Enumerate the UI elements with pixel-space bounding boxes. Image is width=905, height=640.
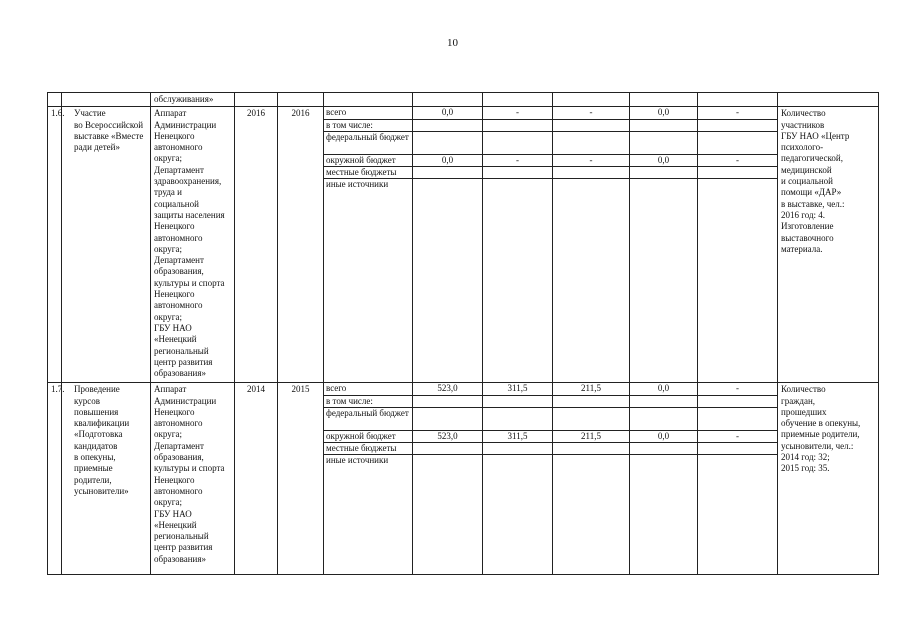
funding-row	[483, 383, 552, 395]
funding-row	[698, 407, 777, 430]
funding-value	[630, 166, 697, 178]
funding-source-label: окружной бюджет	[324, 154, 412, 166]
funding-value: 0,0	[413, 107, 482, 119]
funding-source-label: федеральный бюджет	[324, 131, 412, 154]
text-line: Ненецкого	[154, 221, 195, 232]
funding-row	[483, 430, 552, 442]
text-line: ГБУ НАО	[154, 322, 192, 333]
funding-value: -	[698, 383, 777, 395]
funding-row	[553, 154, 629, 166]
funding-value	[413, 119, 482, 131]
funding-value: 0,0	[630, 154, 697, 166]
funding-row	[553, 383, 629, 395]
funding-subtable	[553, 383, 629, 466]
funding-row	[698, 454, 777, 466]
funding-subtable	[483, 107, 552, 190]
text-line: округа;	[154, 311, 182, 322]
funding-value	[413, 178, 482, 190]
text-line: автономного	[154, 418, 203, 429]
funding-value: 523,0	[413, 383, 482, 395]
funding-source-label: всего	[324, 383, 412, 395]
text-line: участников	[781, 119, 825, 130]
funding-row	[324, 455, 412, 467]
funding-subtable	[324, 383, 412, 466]
funding-row	[324, 395, 412, 407]
funding-value	[553, 119, 629, 131]
funding-year-4	[698, 383, 778, 575]
funding-row	[483, 166, 552, 178]
funding-value	[483, 442, 552, 454]
funding-total	[413, 107, 483, 383]
funding-row	[324, 407, 412, 430]
text-line: медицинской	[781, 164, 832, 175]
text-line: выставке «Вместе	[74, 130, 144, 141]
funding-value	[698, 395, 777, 407]
text-line: автономного	[154, 232, 203, 243]
funding-value: -	[483, 107, 552, 119]
funding-row	[630, 395, 697, 407]
funding-value	[553, 166, 629, 178]
funding-row	[698, 166, 777, 178]
funding-row	[324, 167, 412, 179]
funding-value	[483, 131, 552, 154]
funding-value	[698, 119, 777, 131]
text-line: приемные родители,	[781, 429, 860, 440]
funding-year-1	[483, 107, 553, 383]
text-line: образования,	[154, 452, 204, 463]
funding-value	[553, 395, 629, 407]
funding-value	[483, 407, 552, 430]
funding-subtable	[413, 383, 482, 466]
start-year: 2014	[235, 383, 278, 575]
text-line: Аппарат	[154, 384, 187, 395]
funding-row	[413, 454, 482, 466]
funding-row	[698, 430, 777, 442]
funding-row	[553, 107, 629, 119]
funding-row	[698, 131, 777, 154]
funding-value: 0,0	[630, 107, 697, 119]
text-line: центр развития	[154, 356, 213, 367]
funding-source-label: местные бюджеты	[324, 167, 412, 179]
funding-row	[483, 442, 552, 454]
funding-value: -	[698, 107, 777, 119]
funding-value	[698, 178, 777, 190]
funding-row	[413, 107, 482, 119]
funding-value	[413, 131, 482, 154]
funding-value: 0,0	[630, 383, 697, 395]
funding-row	[483, 407, 552, 430]
text-line: граждан,	[781, 395, 816, 406]
funding-value	[483, 119, 552, 131]
program-table	[47, 92, 879, 575]
funding-row	[413, 131, 482, 154]
end-year: 2016	[278, 107, 324, 383]
text-line: приемные родители,	[74, 463, 113, 485]
text-line: Департамент	[154, 255, 204, 266]
funding-year-2	[553, 107, 630, 383]
funding-row	[413, 407, 482, 430]
funding-row	[483, 178, 552, 190]
text-line: выставочного	[781, 232, 834, 243]
funding-value: -	[698, 430, 777, 442]
funding-value	[630, 119, 697, 131]
funding-value	[413, 407, 482, 430]
funding-source-label: всего	[324, 107, 412, 119]
funding-value: 211,5	[553, 430, 629, 442]
text-line: защиты населения	[154, 209, 225, 220]
end-year: 2015	[278, 383, 324, 575]
funding-row	[553, 454, 629, 466]
funding-row	[324, 131, 412, 154]
funding-row	[630, 383, 697, 395]
funding-value: 0,0	[630, 430, 697, 442]
funding-row	[324, 179, 412, 191]
item-name	[62, 383, 151, 575]
text-line: Департамент	[154, 164, 204, 175]
funding-subtable	[698, 107, 777, 190]
text-line: обучение в опекуны,	[781, 418, 861, 429]
funding-value	[698, 442, 777, 454]
funding-row	[324, 430, 412, 442]
funding-total	[413, 383, 483, 575]
text-line: квалификации	[74, 418, 130, 429]
funding-row	[698, 154, 777, 166]
text-line: Количество	[781, 384, 826, 395]
result-cell	[778, 107, 879, 383]
text-line: материала.	[781, 243, 823, 254]
text-line: 2016 год: 4.	[781, 209, 826, 220]
funding-row	[413, 154, 482, 166]
funding-row	[698, 395, 777, 407]
text-line: округа;	[154, 153, 182, 164]
funding-value	[553, 131, 629, 154]
funding-row	[698, 383, 777, 395]
text-line: в выставке, чел.:	[781, 198, 845, 209]
text-line: Изготовление	[781, 221, 834, 232]
funding-row	[553, 131, 629, 154]
text-line: Ненецкого	[154, 289, 195, 300]
text-line: Ненецкого	[154, 406, 195, 417]
funding-subtable	[630, 107, 697, 190]
text-line: округа;	[154, 243, 182, 254]
text-line: Ненецкого	[154, 474, 195, 485]
funding-value	[553, 178, 629, 190]
funding-value: -	[553, 154, 629, 166]
funding-row	[413, 119, 482, 131]
funding-row	[413, 430, 482, 442]
text-line: «Подготовка	[74, 429, 123, 440]
funding-row	[630, 430, 697, 442]
text-line: автономного	[154, 485, 203, 496]
executor-cell	[151, 383, 235, 575]
funding-value	[698, 454, 777, 466]
table-row	[48, 383, 879, 575]
text-line: ГБУ НАО «Центр	[781, 130, 850, 141]
text-line: в опекуны,	[74, 452, 116, 463]
text-line: автономного	[154, 300, 203, 311]
funding-source-label: в том числе:	[324, 119, 412, 131]
item-number: 1.7.	[48, 383, 62, 575]
text-line: «Ненецкий	[154, 334, 197, 345]
funding-row	[630, 442, 697, 454]
funding-row	[483, 107, 552, 119]
funding-value	[413, 166, 482, 178]
text-line: округа;	[154, 497, 182, 508]
funding-value	[413, 454, 482, 466]
funding-row	[630, 407, 697, 430]
funding-source-label: в том числе:	[324, 395, 412, 407]
text-line: образования»	[154, 368, 206, 379]
funding-year-3	[630, 107, 698, 383]
funding-row	[413, 395, 482, 407]
funding-value: 211,5	[553, 383, 629, 395]
funding-year-1	[483, 383, 553, 575]
funding-row	[553, 442, 629, 454]
funding-row	[553, 178, 629, 190]
text-line: культуры и спорта	[154, 277, 225, 288]
funding-subtable	[553, 107, 629, 190]
funding-value	[483, 178, 552, 190]
funding-value	[630, 178, 697, 190]
funding-value	[483, 166, 552, 178]
funding-value: -	[698, 154, 777, 166]
funding-row	[324, 443, 412, 455]
funding-value	[630, 442, 697, 454]
funding-value	[630, 131, 697, 154]
text-line: Участие	[74, 108, 106, 119]
funding-value	[630, 454, 697, 466]
item-name	[62, 107, 151, 383]
funding-row	[413, 442, 482, 454]
table-row	[48, 107, 879, 383]
funding-row	[630, 131, 697, 154]
funding-value	[413, 395, 482, 407]
funding-subtable	[698, 383, 777, 466]
funding-value: 0,0	[413, 154, 482, 166]
funding-value: 311,5	[483, 430, 552, 442]
funding-row	[698, 178, 777, 190]
funding-row	[630, 154, 697, 166]
funding-row	[698, 442, 777, 454]
text-line: Администрации	[154, 395, 217, 406]
text-line: округа;	[154, 429, 182, 440]
funding-value	[553, 407, 629, 430]
funding-value	[630, 407, 697, 430]
funding-row	[553, 119, 629, 131]
funding-year-3	[630, 383, 698, 575]
text-line: автономного	[154, 142, 203, 153]
start-year: 2016	[235, 107, 278, 383]
funding-source-label: иные источники	[326, 179, 389, 190]
funding-year-2	[553, 383, 630, 575]
funding-row	[630, 166, 697, 178]
funding-row	[324, 154, 412, 166]
text-line: Администрации	[154, 119, 217, 130]
text-line: Количество	[781, 108, 826, 119]
text-line: прошедших	[781, 406, 827, 417]
funding-source-label: федеральный бюджет	[324, 407, 412, 430]
funding-row	[483, 395, 552, 407]
funding-value	[630, 395, 697, 407]
funding-row	[483, 154, 552, 166]
executor-cell	[151, 107, 235, 383]
funding-source-label: окружной бюджет	[324, 430, 412, 442]
result-cell	[778, 383, 879, 575]
funding-row	[324, 119, 412, 131]
funding-row	[413, 383, 482, 395]
funding-row	[483, 119, 552, 131]
text-line: 2014 год: 32;	[781, 452, 830, 463]
text-line: помощи «ДАР»	[781, 187, 842, 198]
funding-value	[553, 442, 629, 454]
funding-subtable	[630, 383, 697, 466]
page-number: 10	[447, 37, 458, 49]
text-line: усыновители»	[74, 485, 129, 496]
text-line: Ненецкого	[154, 130, 195, 141]
funding-source-label: иные источники	[326, 455, 389, 466]
text-line: кандидатов	[74, 440, 118, 451]
funding-value	[413, 442, 482, 454]
funding-row	[483, 131, 552, 154]
funding-year-4	[698, 107, 778, 383]
text-line: усыновители, чел.:	[781, 440, 854, 451]
text-line: педагогической,	[781, 153, 843, 164]
text-line: Проведение курсов	[74, 384, 120, 406]
funding-value	[553, 454, 629, 466]
text-line: региональный	[154, 345, 209, 356]
funding-row	[553, 407, 629, 430]
text-line: во Всероссийской	[74, 119, 144, 130]
text-line: социальной	[154, 198, 199, 209]
text-line: здравоохранения,	[154, 176, 222, 187]
funding-value	[698, 131, 777, 154]
funding-row	[483, 454, 552, 466]
text-line: «Ненецкий	[154, 519, 197, 530]
funding-value	[483, 454, 552, 466]
text-line: культуры и спорта	[154, 463, 225, 474]
funding-value	[698, 407, 777, 430]
text-line: 2015 год: 35.	[781, 463, 830, 474]
funding-row	[413, 178, 482, 190]
text-line: образования,	[154, 266, 204, 277]
text-line: труда и	[154, 187, 182, 198]
text-line: региональный	[154, 531, 209, 542]
item-number: 1.6.	[48, 107, 62, 383]
text-line: и социальной	[781, 176, 833, 187]
funding-subtable	[324, 107, 412, 190]
funding-value	[698, 166, 777, 178]
text-line: психолого-	[781, 142, 824, 153]
funding-row	[553, 395, 629, 407]
funding-row	[698, 119, 777, 131]
funding-row	[324, 383, 412, 395]
table-row	[48, 93, 879, 107]
funding-row	[698, 107, 777, 119]
funding-subtable	[413, 107, 482, 190]
funding-sources	[324, 383, 413, 575]
text-line: повышения	[74, 406, 119, 417]
funding-value: 311,5	[483, 383, 552, 395]
funding-row	[413, 166, 482, 178]
funding-row	[553, 430, 629, 442]
text-line: Департамент	[154, 440, 204, 451]
text-line: Аппарат	[154, 108, 187, 119]
funding-value: -	[483, 154, 552, 166]
funding-row	[630, 119, 697, 131]
text-line: образования»	[154, 553, 206, 564]
text-line: ГБУ НАО	[154, 508, 192, 519]
funding-row	[553, 166, 629, 178]
funding-row	[630, 454, 697, 466]
funding-row	[324, 107, 412, 119]
funding-subtable	[483, 383, 552, 466]
funding-row	[630, 178, 697, 190]
funding-value: 523,0	[413, 430, 482, 442]
funding-source-label: местные бюджеты	[324, 443, 412, 455]
executor-cell: обслуживания»	[151, 93, 235, 107]
text-line: центр развития	[154, 542, 213, 553]
text-line: ради детей»	[74, 142, 120, 153]
funding-value	[483, 395, 552, 407]
funding-sources	[324, 107, 413, 383]
funding-row	[630, 107, 697, 119]
funding-value: -	[553, 107, 629, 119]
